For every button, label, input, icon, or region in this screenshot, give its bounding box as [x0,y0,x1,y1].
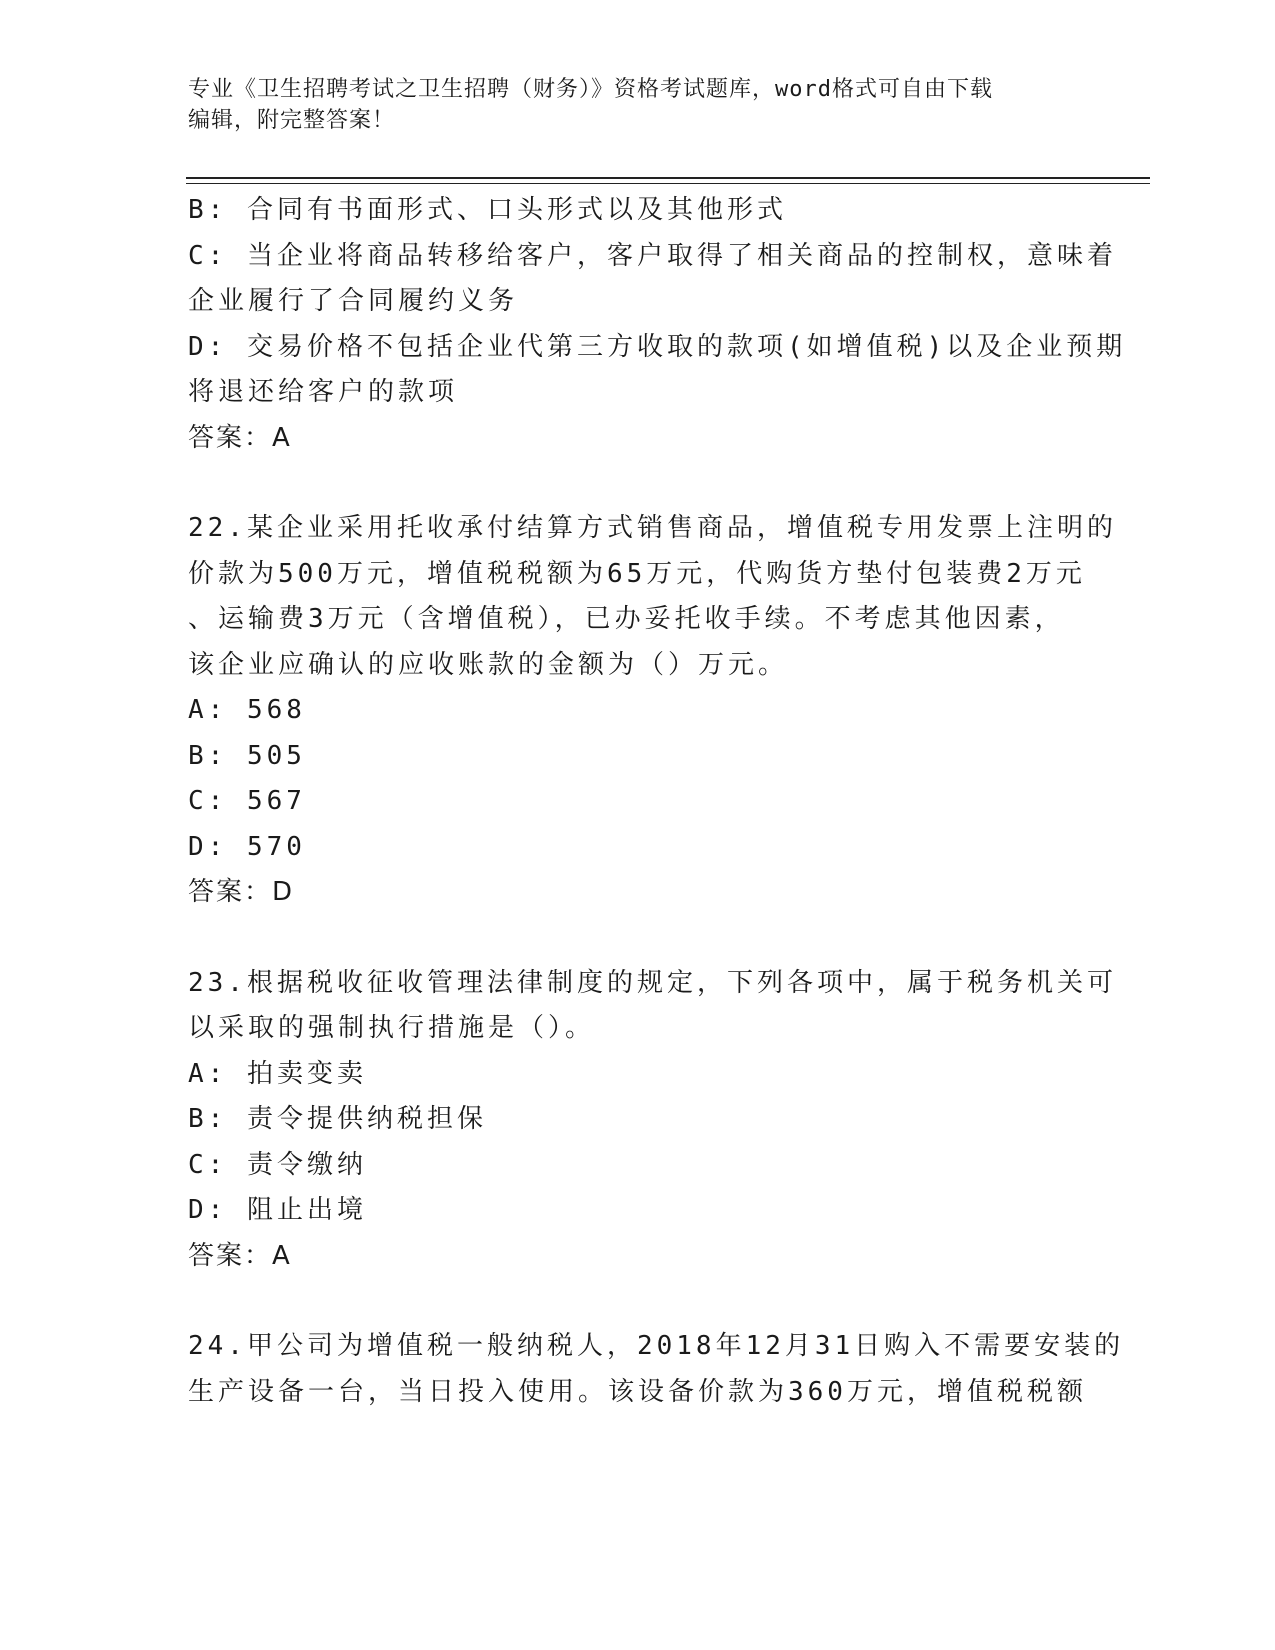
question-stem-line-2: 以采取的强制执行措施是（）。 [188,1013,596,1043]
spacer [188,1279,1088,1324]
answer-22: 答案：D [188,877,295,907]
option-a: A: 568 [188,695,306,725]
header-line-1: 专业《卫生招聘考试之卫生招聘（财务）》资格考试题库，word格式可自由下载 [188,77,993,102]
header-rule-thin [186,183,1150,184]
question-stem-line-3: 、运输费3万元（含增值税），已办妥托收手续。不考虑其他因素， [188,604,1065,634]
document-header [188,74,1068,136]
option-d: D: 阻止出境 [188,1195,367,1225]
option-d-line-1: D: 交易价格不包括企业代第三方收取的款项(如增值税)以及企业预期 [188,331,1127,362]
question-22 [188,506,1117,916]
question-content [188,188,1127,1415]
question-stem-line-4: 该企业应确认的应收账款的金额为（）万元。 [188,649,789,680]
option-c: C: 567 [188,786,306,816]
option-d-line-2: 将退还给客户的款项 [188,377,459,407]
question-21-tail [188,188,1127,461]
option-b: B: 合同有书面形式、口头形式以及其他形式 [188,195,787,225]
question-stem-line-2: 生产设备一台，当日投入使用。该设备价款为360万元，增值税税额 [188,1376,1087,1407]
answer-23: 答案：A [188,1240,292,1271]
option-d: D: 570 [188,831,306,862]
option-b: B: 505 [188,740,306,771]
option-c: C: 责令缴纳 [188,1149,367,1180]
header-line-2: 编辑，附完整答案！ [188,108,396,133]
header-rule-thick [186,177,1150,179]
spacer [188,916,1088,961]
answer-21: 答案：A [188,422,292,453]
question-24 [188,1324,1125,1415]
question-stem-line-1: 23.根据税收征收管理法律制度的规定，下列各项中，属于税务机关可 [188,967,1117,998]
option-b: B: 责令提供纳税担保 [188,1104,487,1134]
question-stem-line-1: 22.某企业采用托收承付结算方式销售商品，增值税专用发票上注明的 [188,513,1117,543]
option-c-line-1: C: 当企业将商品转移给客户，客户取得了相关商品的控制权，意味着 [188,240,1117,271]
option-a: A: 拍卖变卖 [188,1058,367,1089]
spacer [188,461,1088,506]
question-stem-line-2: 价款为500万元，增值税税额为65万元，代购货方垫付包装费2万元 [188,558,1086,589]
question-stem-line-1: 24.甲公司为增值税一般纳税人，2018年12月31日购入不需要安装的 [188,1331,1125,1361]
option-c-line-2: 企业履行了合同履约义务 [188,286,519,316]
question-23 [188,961,1117,1280]
